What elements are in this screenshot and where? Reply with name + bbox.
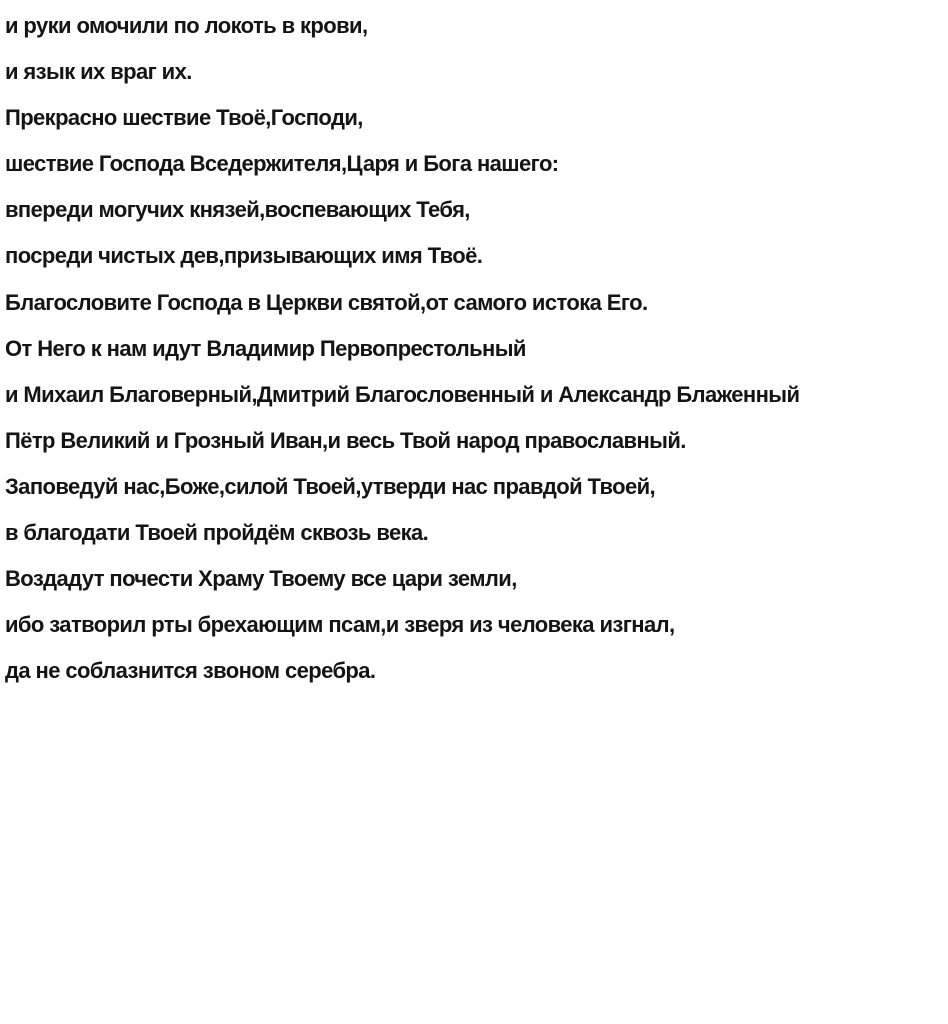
text-line: да не соблазнится звоном серебра. xyxy=(5,658,376,684)
text-line: ибо затворил рты брехающим псам,и зверя из человека изгнал, xyxy=(5,612,675,638)
text-line: и руки омочили по локоть в крови, xyxy=(5,13,368,38)
text-line: Заповедуй нас,Боже,силой Твоей,утверди нас правдой Твоей, xyxy=(5,473,656,499)
text-body xyxy=(5,3,799,694)
text-line: Воздадут почести Храму Твоему все цари земли, xyxy=(5,566,517,592)
text-line: и язык их враг их. xyxy=(5,59,192,85)
text-line: Благословите Господа в Церкви святой,от самого истока Его. xyxy=(5,289,648,315)
text-line: посреди чистых дев,призывающих имя Твоё. xyxy=(5,243,483,269)
text-line: и Михаил Благоверный,Дмитрий Благословенный и Александр Блаженный xyxy=(5,381,800,407)
text-line: Прекрасно шествие Твоё,Господи, xyxy=(5,105,363,131)
text-line: впереди могучих князей,воспевающих Тебя, xyxy=(5,197,470,223)
text-line: От Него к нам идут Владимир Первопрестольный xyxy=(5,335,526,361)
text-line: шествие Господа Вседержителя,Царя и Бога нашего: xyxy=(5,151,559,177)
text-line: в благодати Твоей пройдём сквозь века. xyxy=(5,520,429,546)
text-line: Пётр Великий и Грозный Иван,и весь Твой народ православный. xyxy=(5,427,686,453)
